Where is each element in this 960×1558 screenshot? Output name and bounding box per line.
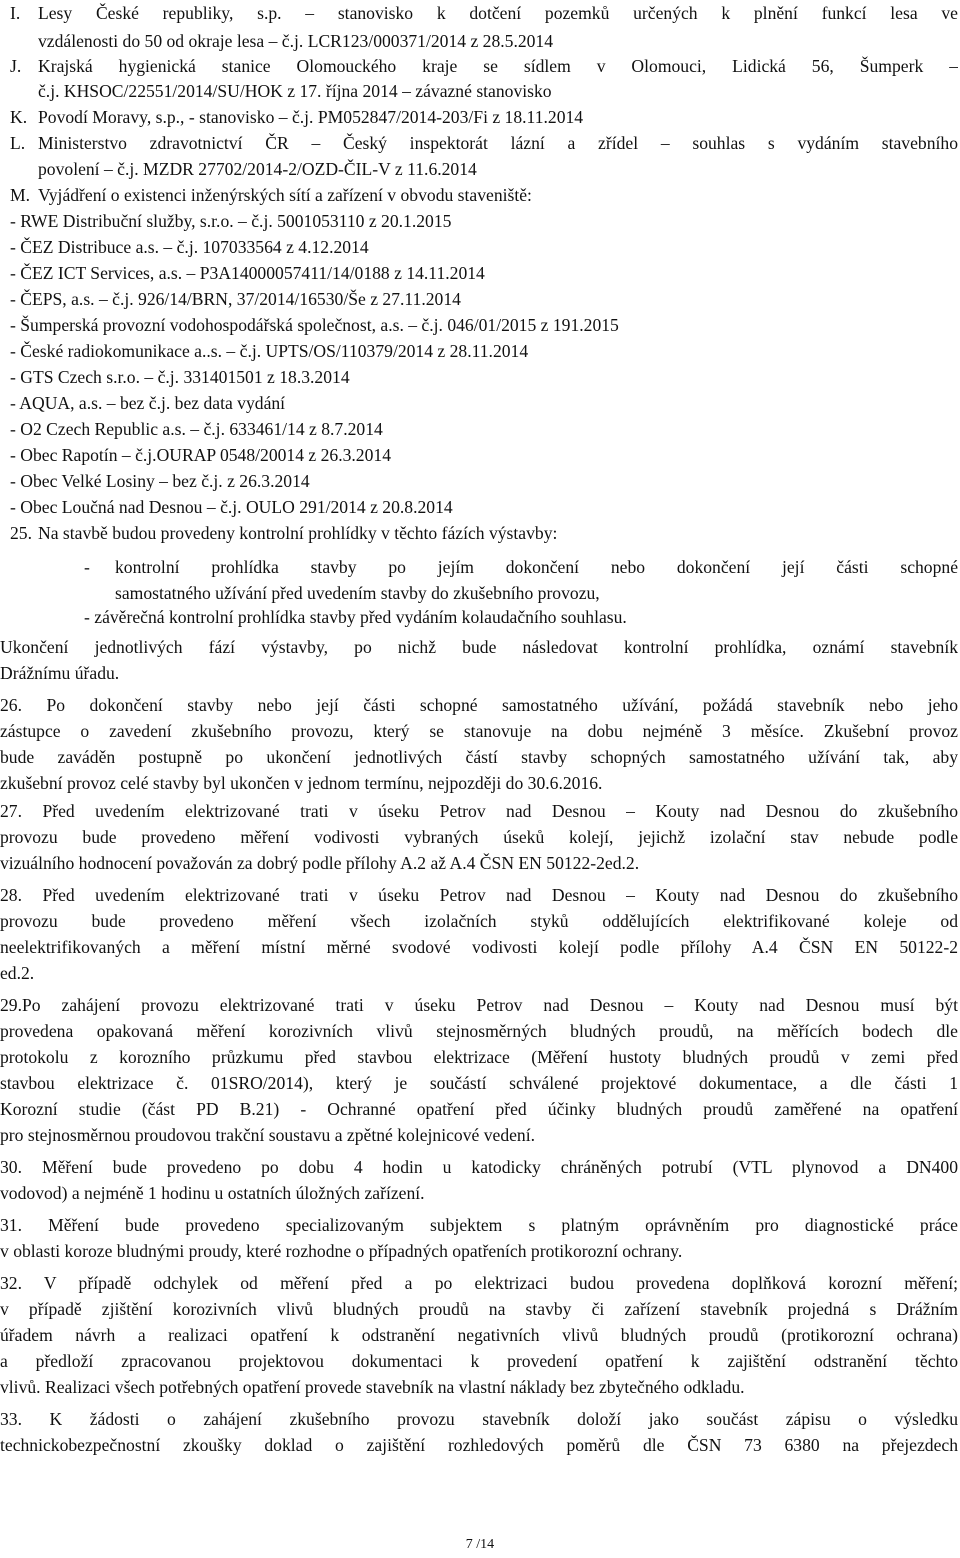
item-32-line1: 32. V případě odchylek od měření před a po elektrizaci budou provedena doplňková korozní měření; — [0, 1273, 958, 1293]
item-32-line5: vlivů. Realizaci všech potřebných opatření provede stavebník na vlastní náklady bez zbytečného odkladu. — [0, 1377, 745, 1397]
list-item-j-line2: č.j. KHSOC/22551/2014/SU/HOK z 17. října 2014 – závazné stanovisko — [38, 81, 552, 101]
item-25-bullet2: - závěrečná kontrolní prohlídka stavby před vydáním kolaudačního souhlasu. — [84, 607, 627, 627]
item-26-line1: 26. Po dokončení stavby nebo její části schopné samostatného užívání, požádá stavebník nebo jeho — [0, 695, 958, 715]
utility-line: - Obec Loučná nad Desnou – č.j. OULO 291/2014 z 20.8.2014 — [10, 497, 453, 517]
item-31-line2: v oblasti koroze bludnými proudy, které rozhodne o případných opatřeních protikorozní ochrany. — [0, 1241, 683, 1261]
item-27-line3: vizuálního hodnocení považován za dobrý podle přílohy A.2 až A.4 ČSN EN 50122-2ed.2. — [0, 853, 640, 873]
list-marker-i: I. — [10, 3, 21, 23]
item-27-line1: 27. Před uvedením elektrizované trati v úseku Petrov nad Desnou – Kouty nad Desnou do zkušebního — [0, 801, 958, 821]
item-25-bullet1-dash: - — [84, 557, 90, 577]
utility-line: - ČEZ Distribuce a.s. – č.j. 107033564 z 4.12.2014 — [10, 237, 369, 257]
item-26-line4: zkušební provoz celé stavby byl ukončen v jednom termínu, nejpozději do 30.6.2016. — [0, 773, 603, 793]
item-33-line1: 33. K žádosti o zahájení zkušebního provozu stavebník doloží jako součást zápisu o výsledku — [0, 1409, 958, 1429]
item-32-line4: a předloží zpracovanou projektovou dokumentaci k provedení opatření k zajištění odstranění těchto — [0, 1351, 958, 1371]
item-29-line4: stavbou elektrizace č. 01SRO/2014), který je součástí schválené projektové dokumentace, a dle části 1 — [0, 1073, 958, 1093]
item-29-line2: provedena opakovaná měření korozivních vlivů stejnosměrných bludných proudů, na měřících bodech dle — [0, 1021, 958, 1041]
utility-line: - ČEZ ICT Services, a.s. – P3A14000057411/14/0188 z 14.11.2014 — [10, 263, 485, 283]
item-26-line2: zástupce o zavedení zkušebního provozu, který se stanovuje na dobu nejméně 3 měsíce. Zkušební provoz — [0, 721, 958, 741]
item-25-bullet1-line2: samostatného užívání před uvedením stavby do zkušebního provozu, — [115, 583, 600, 603]
utility-line: - GTS Czech s.r.o. – č.j. 331401501 z 18.3.2014 — [10, 367, 350, 387]
utility-line: - RWE Distribuční služby, s.r.o. – č.j. 5001053110 z 20.1.2015 — [10, 211, 452, 231]
item-26-line3: bude zaváděn postupně po ukončení jednotlivých částí stavby schopných samostatného užívání tak, aby — [0, 747, 958, 767]
item-28-line2: provozu bude provedeno měření všech izolačních styků oddělujících elektrifikované koleje od — [0, 911, 958, 931]
utility-line: - Šumperská provozní vodohospodářská společnost, a.s. – č.j. 046/01/2015 z 191.2015 — [10, 315, 619, 335]
list-item-l-line1: Ministerstvo zdravotnictví ČR – Český inspektorát lázní a zřídel – souhlas s vydáním stavebního — [38, 133, 958, 153]
item-25-marker: 25. — [10, 523, 32, 543]
item-28-line3: neelektrifikovaných a měření místní měrné svodové vodivosti kolejí podle přílohy A.4 ČSN EN 50122-2 — [0, 937, 958, 957]
utility-line: - Obec Rapotín – č.j.OURAP 0548/20014 z 26.3.2014 — [10, 445, 391, 465]
item-30-line1: 30. Měření bude provedeno po dobu 4 hodin u katodicky chráněných potrubí (VTL plynovod a DN400 — [0, 1157, 958, 1177]
item-29-line1: 29.Po zahájení provozu elektrizované trati v úseku Petrov nad Desnou – Kouty nad Desnou musí být — [0, 995, 958, 1015]
utility-line: - AQUA, a.s. – bez č.j. bez data vydání — [10, 393, 286, 413]
utility-line: - ČEPS, a.s. – č.j. 926/14/BRN, 37/2014/16530/Še z 27.11.2014 — [10, 289, 461, 309]
utility-line: - České radiokomunikace a..s. – č.j. UPTS/OS/110379/2014 z 28.11.2014 — [10, 341, 529, 361]
list-marker-j: J. — [10, 56, 22, 76]
list-item-l-line2: povolení – č.j. MZDR 27702/2014-2/OZD-ČIL-V z 11.6.2014 — [38, 159, 477, 179]
list-item-j-line1: Krajská hygienická stanice Olomouckého kraje se sídlem v Olomouci, Lidická 56, Šumperk – — [38, 56, 958, 76]
item-32-line3: úřadem návrh a realizaci opatření k odstranění negativních vlivů bludných proudů (protikorozní ochrana) — [0, 1325, 958, 1345]
item-30-line2: vodovod) a nejméně 1 hodinu u ostatních úložných zařízení. — [0, 1183, 425, 1203]
list-marker-m: M. — [10, 185, 31, 205]
item-29-line5: Korozní studie (část PD B.21) - Ochranné opatření před účinky bludných proudů zaměřené na opatření — [0, 1099, 958, 1119]
utility-line: - O2 Czech Republic a.s. – č.j. 633461/14 z 8.7.2014 — [10, 419, 383, 439]
item-31-line1: 31. Měření bude provedeno specializovaným subjektem s platným oprávněním pro diagnostické práce — [0, 1215, 958, 1235]
item-28-line1: 28. Před uvedením elektrizované trati v úseku Petrov nad Desnou – Kouty nad Desnou do zkušebního — [0, 885, 958, 905]
item-25-bullet1-line1: kontrolní prohlídka stavby po jejím dokončení nebo dokončení její části schopné — [115, 557, 958, 577]
item-29-line3: protokolu z korozního průzkumu před stavbou elektrizace (Měření hustoty bludných proudů v zemi před — [0, 1047, 958, 1067]
para-ukonceni-line1: Ukončení jednotlivých fází výstavby, po nichž bude následovat kontrolní prohlídka, oznámí stavebník — [0, 637, 958, 657]
list-marker-k: K. — [10, 107, 28, 127]
item-28-line4: ed.2. — [0, 963, 35, 983]
item-29-line6: pro stejnosměrnou proudovou trakční soustavu a zpětné kolejnicové vedení. — [0, 1125, 536, 1145]
page-number: 7 /14 — [465, 1537, 495, 1552]
item-32-line2: v případě zjištění korozivních vlivů bludných proudů na stavby či zařízení stavebník projedná s Drážním — [0, 1299, 958, 1319]
list-item-i-line2: vzdálenosti do 50 od okraje lesa – č.j. LCR123/000371/2014 z 28.5.2014 — [38, 31, 554, 51]
para-ukonceni-line2: Drážnímu úřadu. — [0, 663, 120, 683]
list-item-i-line1: Lesy České republiky, s.p. – stanovisko k dotčení pozemků určených k plnění funkcí lesa ve — [38, 3, 958, 23]
list-item-m-line1: Vyjádření o existenci inženýrských sítí a zařízení v obvodu staveniště: — [38, 185, 532, 205]
utility-line: - Obec Velké Losiny – bez č.j. z 26.3.2014 — [10, 471, 310, 491]
item-25-heading: Na stavbě budou provedeny kontrolní prohlídky v těchto fázích výstavby: — [38, 523, 558, 543]
item-27-line2: provozu bude provedeno měření vodivosti vybraných úseků kolejí, jejichž izolační stav nebude podle — [0, 827, 958, 847]
list-item-k-line1: Povodí Moravy, s.p., - stanovisko – č.j. PM052847/2014-203/Fi z 18.11.2014 — [38, 107, 584, 127]
list-marker-l: L. — [10, 133, 26, 153]
item-33-line2: technickobezpečnostní zkoušky doklad o zajištění rozhledových poměrů dle ČSN 73 6380 na přejezdech — [0, 1435, 958, 1455]
